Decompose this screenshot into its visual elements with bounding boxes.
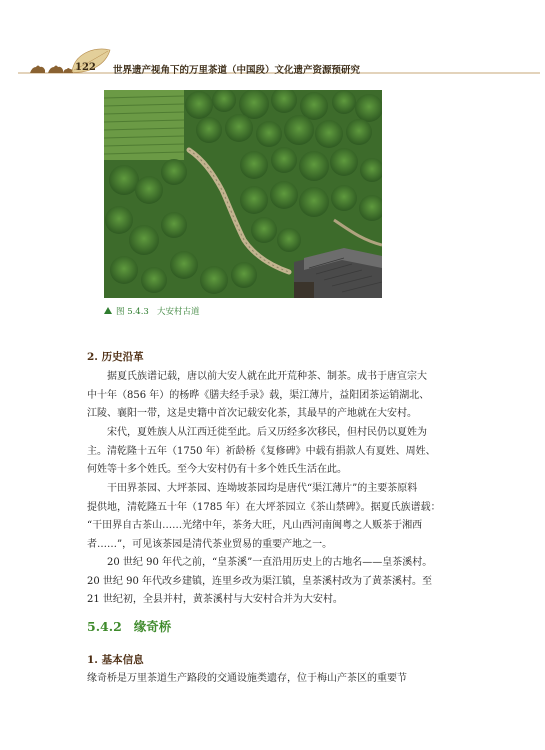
header-ornament (0, 0, 545, 90)
text-line: 20 世纪 90 年代之前，“皇茶溪”一直沿用历史上的古地名——皇茶溪村。 (107, 557, 433, 568)
text-line: 20 世纪 90 年代改乡建镇，连里乡改为渠江镇，皇茶溪村改为了黄茶溪村。至 (87, 575, 432, 587)
running-title: 世界遗产视角下的万里茶道（中国段）文化遗产资源预研究 (113, 65, 361, 76)
section-title: 缘奇桥 (133, 619, 172, 634)
text-line: 提供地，清乾隆五十年（1785 年）在大坪茶园立《茶山禁碑》。据夏氏族谱载： (87, 501, 441, 513)
figure-caption (104, 305, 199, 317)
section-heading-history: 2. 历史沿革 (87, 351, 144, 363)
paragraph-history-1 (87, 368, 459, 424)
text-line: 缘奇桥是万里茶道生产路段的交通设施类遗存，位于梅山产茶区的重要节 (87, 673, 407, 684)
section-heading-bridge (87, 617, 171, 635)
paragraph-history-4 (87, 554, 459, 610)
paragraph-history-2 (87, 424, 459, 480)
text-line: “干田界自古茶山……光绪中年，茶务大旺，凡山西河南闽粤之人贩茶于湘西 (87, 520, 423, 532)
triangle-marker-icon (104, 307, 112, 314)
subheading-basic-info: 1. 基本信息 (87, 654, 144, 666)
text-line: 中十年（856 年）的杨晔《膳夫经手录》载，渠江薄片，益阳团茶运销湖北、 (87, 389, 430, 401)
text-line: 者……”，可见该茶园是清代茶业贸易的重要产地之一。 (87, 538, 333, 550)
text-line: 主。清乾隆十五年（1750 年）祈龄桥《复修碑》中载有捐款人有夏姓、周姓、 (87, 445, 436, 457)
page-number: 122 (75, 62, 96, 73)
paragraph-history-3 (87, 480, 459, 554)
text-line: 21 世纪初，全县并村，黄茶溪村与大安村合并为大安村。 (87, 594, 343, 606)
section-number: 5.4.2 (87, 619, 122, 634)
paragraph-bridge-1 (87, 670, 459, 689)
text-line: 干田界茶园、大坪茶园、连坳坡茶园均是唐代“渠江薄片”的主要茶原料 (107, 483, 418, 494)
text-line: 何姓等十多个姓氏。至今大安村仍有十多个姓氏生活在此。 (87, 464, 347, 476)
figure-label: 图 5.4.3 (116, 307, 149, 317)
aerial-forest-photo (104, 90, 382, 298)
figure-caption-text: 大安村古道 (156, 307, 200, 317)
text-line: 江陵、襄阳一带，这是史籍中首次记载安化茶，其最早的产地就在大安村。 (87, 408, 417, 420)
text-line: 据夏氏族谱记载，唐以前大安人就在此开荒种茶、制茶。成书于唐宣宗大 (107, 371, 427, 382)
text-line: 宋代，夏姓族人从江西迁徙至此。后又历经多次移民，但村民仍以夏姓为 (107, 427, 427, 438)
